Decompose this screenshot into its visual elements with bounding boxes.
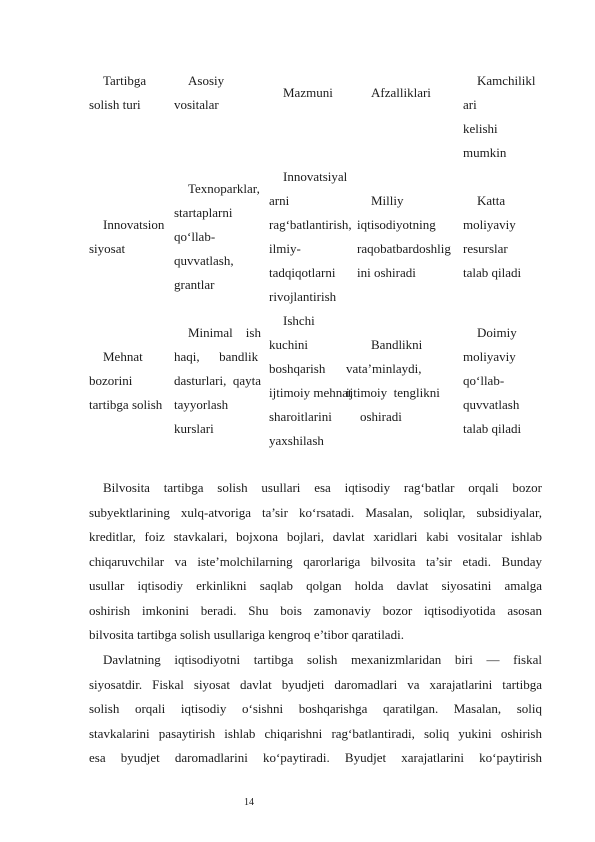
table-header-mazmuni	[269, 81, 362, 105]
table-cell-line: ilmiy-	[269, 241, 301, 256]
table-cell-line: raqobatbardoshlig	[357, 241, 451, 256]
table-cell-line: vositalar	[174, 97, 219, 112]
paragraph-line: usullar iqtisodiy erkinlikni saqlab qolgan holda davlat siyosatini amalga	[89, 578, 542, 593]
table-cell-line: mumkin	[463, 145, 507, 160]
table-cell-line: Kamchilikl	[477, 73, 536, 88]
table-cell-line: Ishchi	[283, 313, 315, 328]
table-cell-line: kurslari	[174, 421, 214, 436]
table-cell-innovatsiyalarni	[269, 165, 362, 309]
table-cell-line: ari	[463, 97, 477, 112]
table-cell-line: tartibga solish	[89, 397, 163, 412]
paragraph-line: Bilvosita tartibga solish usullari esa iqtisodiy rag‘batlar orqali bozor	[103, 480, 542, 495]
table-cell-innovatsion-siyosat	[89, 213, 169, 261]
table-cell-line: moliyaviy	[463, 349, 516, 364]
table-cell-line: ijtimoiy tenglikni	[346, 385, 440, 400]
table-cell-line: Innovatsion	[103, 217, 165, 232]
table-cell-line: kelishi	[463, 121, 498, 136]
table-cell-line: rivojlantirish	[269, 289, 337, 304]
table-cell-line: Mehnat	[103, 349, 143, 364]
table-header-afzalliklari	[357, 81, 462, 105]
table-cell-line: Katta	[477, 193, 506, 208]
table-cell-line: ijtimoiy mehnat	[269, 385, 352, 400]
paragraph-line: esa byudjet daromadlarini ko‘paytiradi. Byudjet xarajatlarini ko‘paytirish	[89, 750, 542, 765]
table-cell-line: grantlar	[174, 277, 215, 292]
table-cell-line: kuchini	[269, 337, 308, 352]
table-cell-milliy-iqtisodiyot	[357, 189, 462, 285]
table-header-kamchiliklari	[463, 69, 543, 165]
table-cell-minimal-ish-haqi	[174, 321, 270, 441]
table-cell-line: vata’minlaydi,	[346, 361, 422, 376]
table-header-solish-turi	[89, 69, 169, 117]
paragraph-line: stavkalarini pasaytirish ishlab chiqarishni rag‘batlantiradi, soliq yukini oshirish	[89, 725, 542, 741]
paragraph-line: Davlatning iqtisodiyotni tartibga solish mexanizmlaridan biri — fiskal	[103, 652, 542, 667]
table-cell-line: qo‘llab-	[463, 373, 505, 388]
paragraph-line: bilvosita tartibga solish usullariga kengroq e’tibor qaratiladi.	[89, 627, 404, 642]
table-cell-line: startaplarni	[174, 205, 233, 220]
table-cell-line: Asosiy	[188, 73, 225, 88]
table-cell-line: Tartibga	[103, 73, 147, 88]
table-cell-line: Doimiy	[477, 325, 517, 340]
paragraph-line: oshirish imkonini beradi. Shu bois zamonaviy bozor iqtisodiyotida asosan	[89, 602, 542, 618]
table-cell-line: quvvatlash	[463, 397, 520, 412]
table-cell-line: rag‘batlantirish,	[269, 217, 352, 232]
paragraph-line: subyektlarining xulq-atvoriga ta’sir ko‘rsatadi. Masalan, soliqlar, subsidiyalar,	[89, 504, 542, 520]
table-cell-mehnat-bozorini	[89, 345, 169, 417]
table-cell-line: sharoitlarini	[269, 409, 332, 424]
table-cell-katta-moliyaviy	[463, 189, 543, 285]
paragraph-line: solish orqali iqtisodiy o‘sishni boshqarishga qaratilgan. Masalan, soliq	[89, 701, 542, 716]
table-cell-line: talab qiladi	[463, 265, 522, 280]
table-cell-line: tayyorlash	[174, 397, 229, 412]
table-cell-line: haqi, bandlik	[174, 349, 259, 364]
page-number: 14	[244, 797, 254, 808]
table-cell-line: Texnoparklar,	[188, 181, 260, 196]
table-cell-line: boshqarish	[269, 361, 326, 376]
table-cell-line: bozorini	[89, 373, 133, 388]
table-cell-doimiy-moliyaviy	[463, 321, 543, 441]
paragraph-line: siyosatdir. Fiskal siyosat davlat byudjeti daromadlari va xarajatlarini tartibga	[89, 676, 542, 692]
table-cell-line: ini oshiradi	[357, 265, 416, 280]
table-cell-line: yaxshilash	[269, 433, 324, 448]
table-cell-line: qo‘llab-	[174, 229, 216, 244]
table-cell-line: resurslar	[463, 241, 508, 256]
table-cell-line: moliyaviy	[463, 217, 516, 232]
table-cell-texnoparklar	[174, 177, 270, 297]
paragraph-bilvosita	[89, 476, 542, 648]
table-cell-line: talab qiladi	[463, 421, 522, 436]
table-cell-line: Milliy	[371, 193, 404, 208]
table-cell-line: Afzalliklari	[371, 85, 431, 100]
table-cell-line: Mazmuni	[283, 85, 333, 100]
table-cell-line: oshiradi	[360, 409, 402, 424]
table-cell-line: siyosat	[89, 241, 126, 256]
table-cell-line: dasturlari, qayta	[174, 373, 261, 388]
table-cell-bandlikni	[346, 333, 451, 429]
table-cell-line: quvvatlash,	[174, 253, 234, 268]
table-header-asosiy-vositalar	[174, 69, 270, 117]
table-cell-line: Minimal ish	[188, 325, 261, 340]
table-cell-line: Bandlikni	[371, 337, 423, 352]
table-cell-line: tadqiqotlarni	[269, 265, 336, 280]
paragraph-line: kreditlar, foiz stavkalari, bojxona bojlari, davlat xaridlari kabi vositalar ishlab	[89, 529, 542, 544]
table-cell-line: arni	[269, 193, 290, 208]
table-cell-line: iqtisodiyotning	[357, 217, 436, 232]
paragraph-line: chiqaruvchilar va iste’molchilarning qarorlariga bilvosita ta’sir etadi. Bunday	[89, 553, 542, 569]
table-cell-line: Innovatsiyal	[283, 169, 348, 184]
paragraph-fiskal-siyosat	[89, 648, 542, 771]
table-cell-line: solish turi	[89, 97, 141, 112]
